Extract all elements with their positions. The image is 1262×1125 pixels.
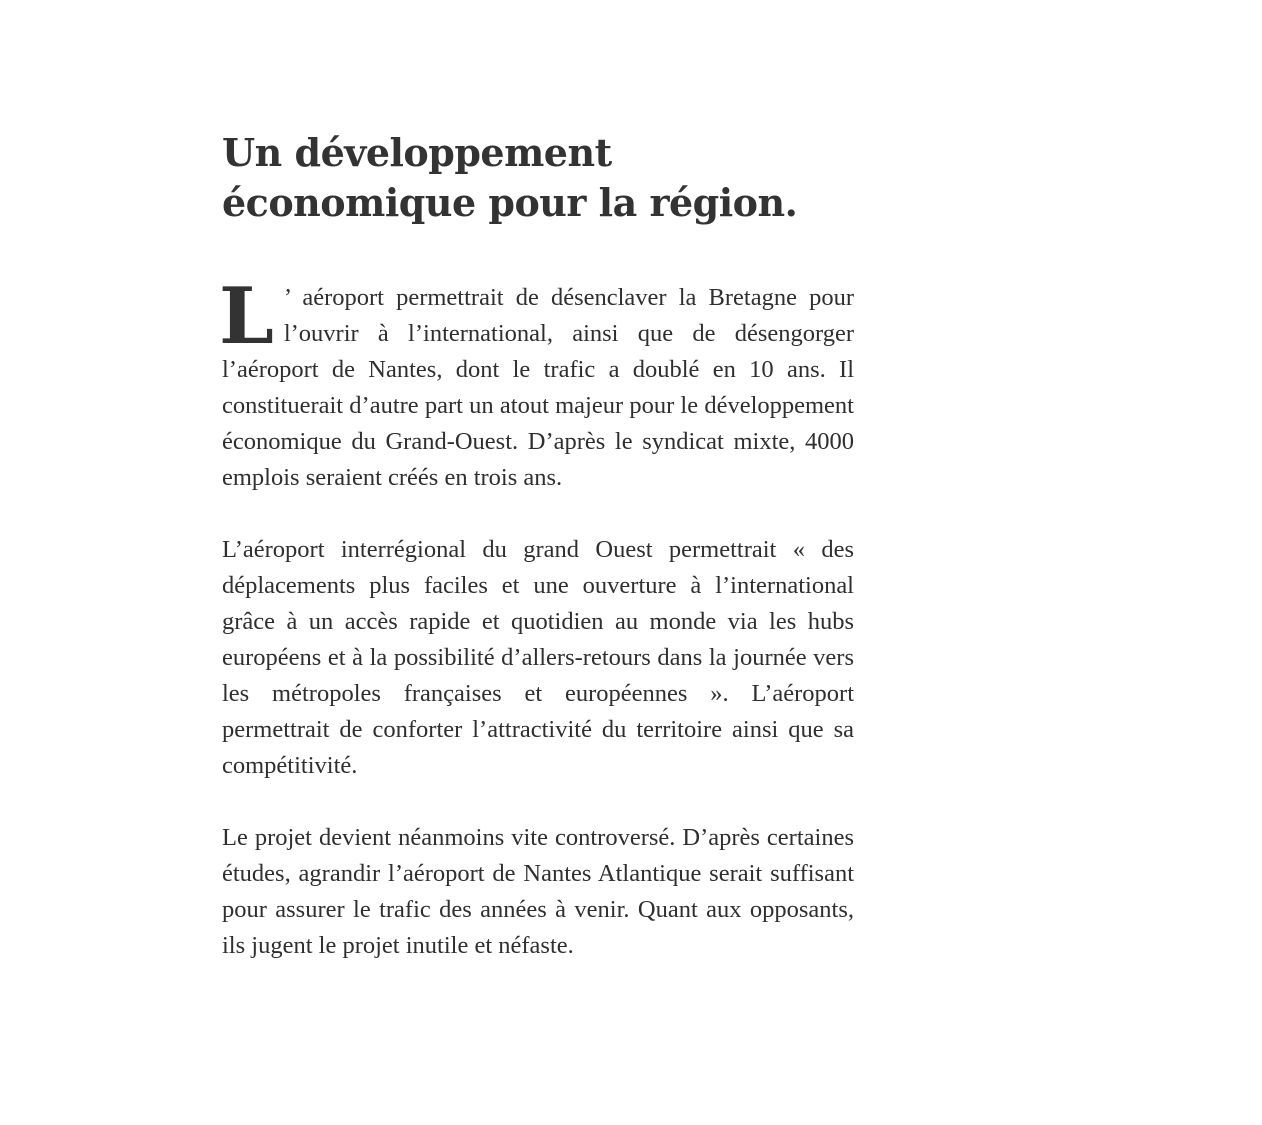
article (219, 128, 854, 964)
paragraph-text: Le projet devient néanmoins vite controversé. D’après certaines études, agrandir l’aéroport de Nantes Atlantique serait suffisant pour assurer le trafic des années à venir. Quant aux opposants, ils jugent le projet inutile et néfaste. (222, 824, 854, 959)
paragraph-text: L’aéroport interrégional du grand Ouest permettrait « des déplacements plus faciles et une ouverture à l’international grâce à un accès rapide et quotidien au monde via les hubs européens et à la possibilité d’allers-retours dans la journée vers les métropoles françaises et européennes ». L’aéroport permettrait de conforter l’attractivité du territoire ainsi que sa compétitivité. (222, 536, 854, 779)
article-paragraph (219, 271, 854, 496)
article-title: Un développement économique pour la région. (222, 130, 798, 225)
drop-cap: L (219, 271, 274, 362)
article-paragraph (222, 820, 854, 964)
paragraph-text: ’ aéroport permettrait de désenclaver la Bretagne pour l’ouvrir à l’international, ainsi que de désengorger l’aéroport de Nantes, dont le trafic a doublé en 10 ans. Il constituerait d’autre part un atout majeur pour le développement économique du Grand-Ouest. D’après le syndicat mixte, 4000 emplois seraient créés en trois ans. (222, 284, 854, 491)
article-paragraph (222, 532, 854, 784)
